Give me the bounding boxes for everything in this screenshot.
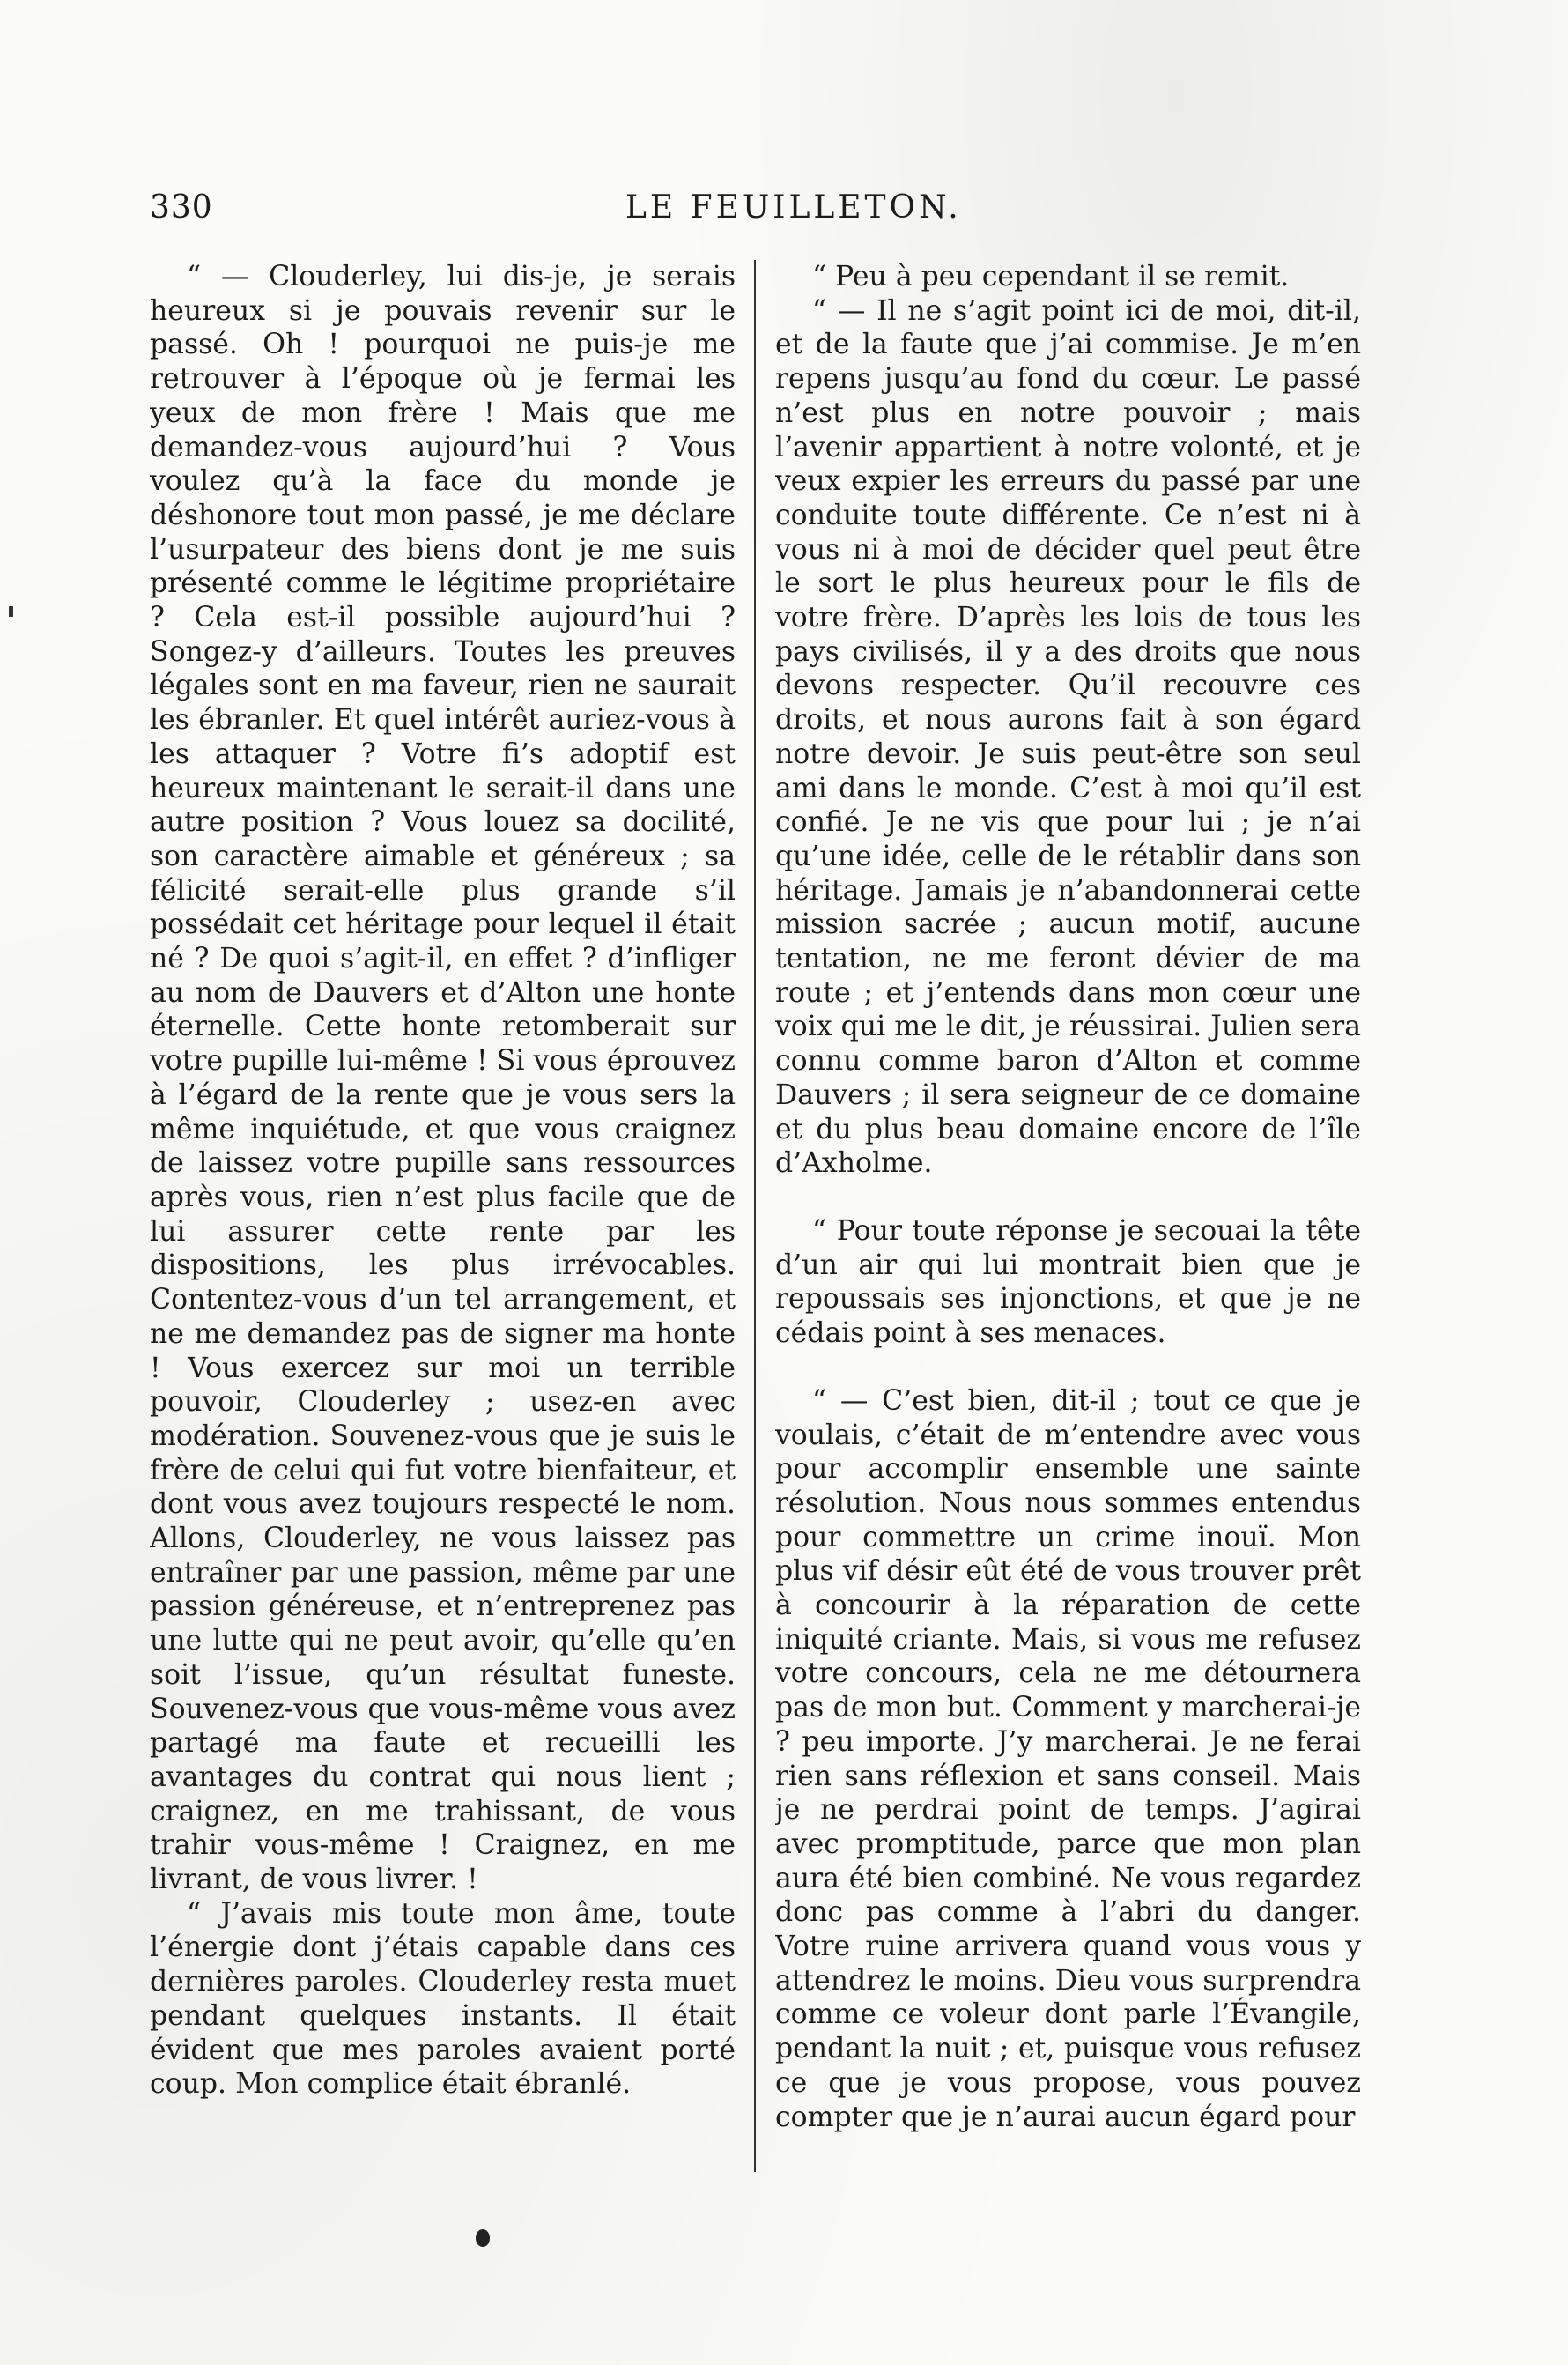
column-divider [754,260,756,2172]
page-number: 330 [150,189,213,226]
paragraph: “ Peu à peu cependant il se remit. [812,261,1290,293]
paragraph: “ Pour toute réponse je secouai la tête d’un air qui lui montrait bien que je repoussais ses injonctions, et que je ne cédais point à ses menaces. [775,1214,1361,1350]
paragraph: “ — Il ne s’agit point ici de moi, dit-il, et de la faute que j’ai commise. Je m’en repens jusqu’au fond du cœur. Le passé n’est plus en notre pouvoir ; mais l’avenir appartient à notre volonté, et je veux expier les erreurs du passé par une conduite toute différente. Ce n’est ni à vous ni à moi de décider quel peut être le sort le plus heureux pour le fils de votre frère. D’après les lois de tous les pays civilisés, il y a des droits que nous devons respecter. Qu’il recouvre ces droits, et nous aurons fait à son égard notre devoir. Je suis peut-être son seul ami dans le monde. C’est à moi qu’il est confié. Je ne vis que pour lui ; je n’ai qu’une idée, celle de le rétablir dans son héritage. Jamais je n’abandonnerai cette mission sacrée ; aucun motif, aucune tentation, ne me feront dévier de ma route ; et j’entends dans mon cœur une voix qui me le dit, je réussirai. Julien sera connu comme baron d’Alton et comme Dauvers ; il sera seigneur de ce domaine et du plus beau domaine encore de l’île d’Axholme. [775,294,1361,1180]
running-title: LE FEUILLETON. [625,189,962,226]
paragraph-gap [775,1181,1361,1214]
paragraph: “ J’avais mis toute mon âme, toute l’énergie dont j’étais capable dans ces dernières paroles. Clouderley resta muet pendant quelques instants. Il était évident que mes paroles avaient porté coup. Mon complice était ébranlé. [150,1897,736,2101]
text-columns [150,260,1418,2181]
margin-mark [9,606,13,617]
ink-blot [476,2229,490,2247]
left-column [150,260,736,2181]
right-column [775,260,1361,2181]
paragraph: “ — Clouderley, lui dis-je, je serais heureux si je pouvais revenir sur le passé. Oh ! pourquoi ne puis-je me retrouver à l’époque où je fermai les yeux de mon frère ! Mais que me demandez-vous aujourd’hui ? Vous voulez qu’à la face du monde je déshonore tout mon passé, je me déclare l’usurpateur des biens dont je me suis présenté comme le légitime propriétaire ? Cela est-il possible aujourd’hui ? Songez-y d’ailleurs. Toutes les preuves légales sont en ma faveur, rien ne saurait les ébranler. Et quel intérêt auriez-vous à les attaquer ? Votre fi’s adoptif est heureux maintenant le serait-il dans une autre position ? Vous louez sa docilité, son caractère aimable et généreux ; sa félicité serait-elle plus grande s’il possédait cet héritage pour lequel il était né ? De quoi s’agit-il, en effet ? d’infliger au nom de Dauvers et d’Alton une honte éternelle. Cette honte retomberait sur votre pupille lui-même ! Si vous éprouvez à l’égard de la rente que je vous sers la même inquiétude, et que vous craignez de laissez votre pupille sans ressources après vous, rien n’est plus facile que de lui assurer cette rente par les dispositions, les plus irrévocables. Contentez-vous d’un tel arrangement, et ne me demandez pas de signer ma honte ! Vous exercez sur moi un terrible pouvoir, Clouderley ; usez-en avec modération. Souvenez-vous que je suis le frère de celui qui fut votre bienfaiteur, et dont vous avez toujours respecté le nom. Allons, Clouderley, ne vous laissez pas entraîner par une passion, même par une passion généreuse, et n’entreprenez pas une lutte qui ne peut avoir, qu’elle qu’en soit l’issue, qu’un résultat funeste. Souvenez-vous que vous-même vous avez partagé ma faute et recueilli les avantages du contrat qui nous lient ; craignez, en me trahissant, de vous trahir vous-même ! Craignez, en me livrant, de vous livrer. ! [150,261,736,1896]
paragraph-gap [775,1351,1361,1384]
page-header [150,189,1418,234]
paragraph: “ — C’est bien, dit-il ; tout ce que je voulais, c’était de m’entendre avec vous pour accomplir ensemble une sainte résolution. Nous nous sommes entendus pour commettre un crime inouï. Mon plus vif désir eût été de vous trouver prêt à concourir à la réparation de cette iniquité criante. Mais, si vous me refusez votre concours, cela ne me détournera pas de mon but. Comment y marcherai-je ? peu importe. J’y marcherai. Je ne ferai rien sans réflexion et sans conseil. Mais je ne perdrai point de temps. J’agirai avec promptitude, parce que mon plan aura été bien combiné. Ne vous regardez donc pas comme à l’abri du danger. Votre ruine arrivera quand vous vous y attendrez le moins. Dieu vous surprendra comme ce voleur dont parle l’Évangile, pendant la nuit ; et, puisque vous refusez ce que je vous propose, vous pouvez compter que je n’aurai aucun égard pour [775,1384,1361,2133]
